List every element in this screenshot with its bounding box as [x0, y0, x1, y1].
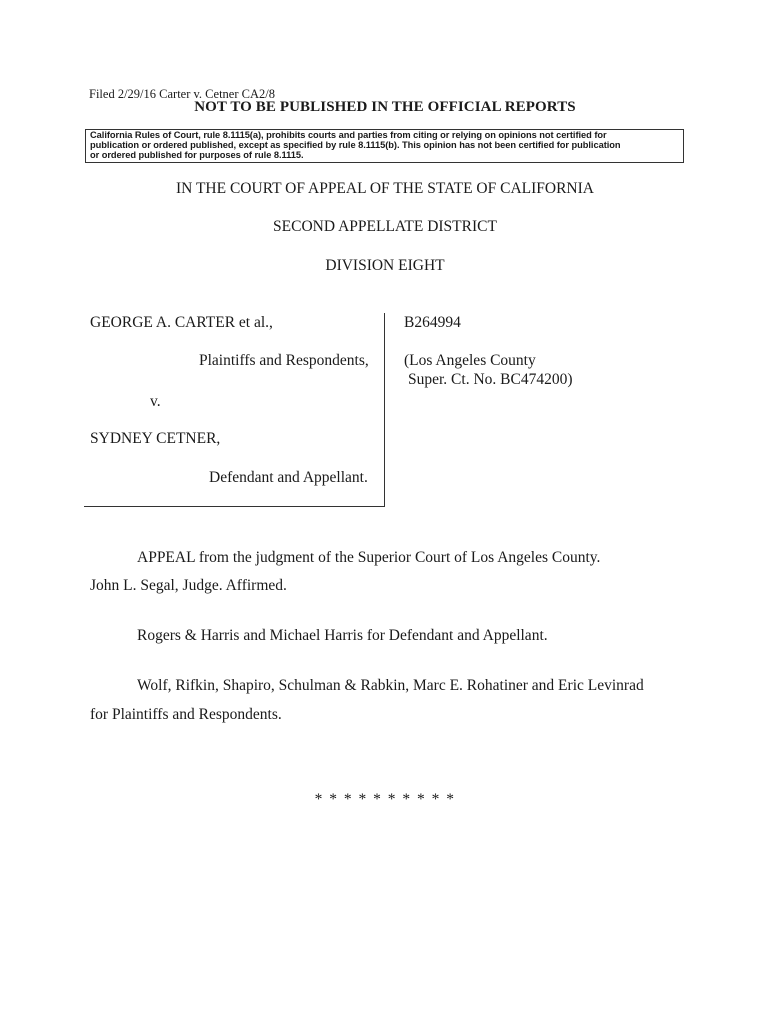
- case-number: B264994: [404, 314, 461, 331]
- counsel-defendant: Rogers & Harris and Michael Harris for Defendant and Appellant.: [137, 627, 548, 644]
- court-district: SECOND APPELLATE DISTRICT: [273, 218, 497, 235]
- county-line: (Los Angeles County: [404, 352, 536, 369]
- not-published-heading: NOT TO BE PUBLISHED IN THE OFFICIAL REPORTS: [194, 99, 576, 115]
- appeal-line-1: APPEAL from the judgment of the Superior Court of Los Angeles County.: [137, 549, 601, 566]
- rule-notice-line-1: California Rules of Court, rule 8.1115(a), prohibits courts and parties from citing or relying on opinions not certified for: [90, 130, 607, 140]
- plaintiffs-name: GEORGE A. CARTER et al.,: [90, 314, 273, 331]
- counsel-plaintiffs-line-2: for Plaintiffs and Respondents.: [90, 706, 282, 723]
- defendant-name: SYDNEY CETNER,: [90, 430, 221, 447]
- caption-horizontal-divider: [84, 506, 385, 507]
- court-division: DIVISION EIGHT: [325, 257, 445, 274]
- plaintiffs-role: Plaintiffs and Respondents,: [199, 352, 369, 369]
- caption-vertical-divider: [384, 313, 385, 507]
- appeal-line-2: John L. Segal, Judge. Affirmed.: [90, 577, 287, 594]
- counsel-plaintiffs-line-1: Wolf, Rifkin, Shapiro, Schulman & Rabkin, Marc E. Rohatiner and Eric Levinrad: [137, 677, 644, 694]
- rule-notice-line-2: publication or ordered published, except as specified by rule 8.1115(b). This opinion has not been certified for publication: [90, 140, 621, 150]
- section-separator: * * * * * * * * * *: [314, 791, 456, 808]
- filed-line: Filed 2/29/16 Carter v. Cetner CA2/8: [89, 87, 275, 101]
- defendant-role: Defendant and Appellant.: [209, 469, 368, 486]
- superior-court-number: Super. Ct. No. BC474200): [408, 371, 573, 388]
- versus: v.: [150, 393, 161, 410]
- rule-notice-line-3: or ordered published for purposes of rule 8.1115.: [90, 150, 304, 160]
- court-name: IN THE COURT OF APPEAL OF THE STATE OF CALIFORNIA: [176, 180, 594, 197]
